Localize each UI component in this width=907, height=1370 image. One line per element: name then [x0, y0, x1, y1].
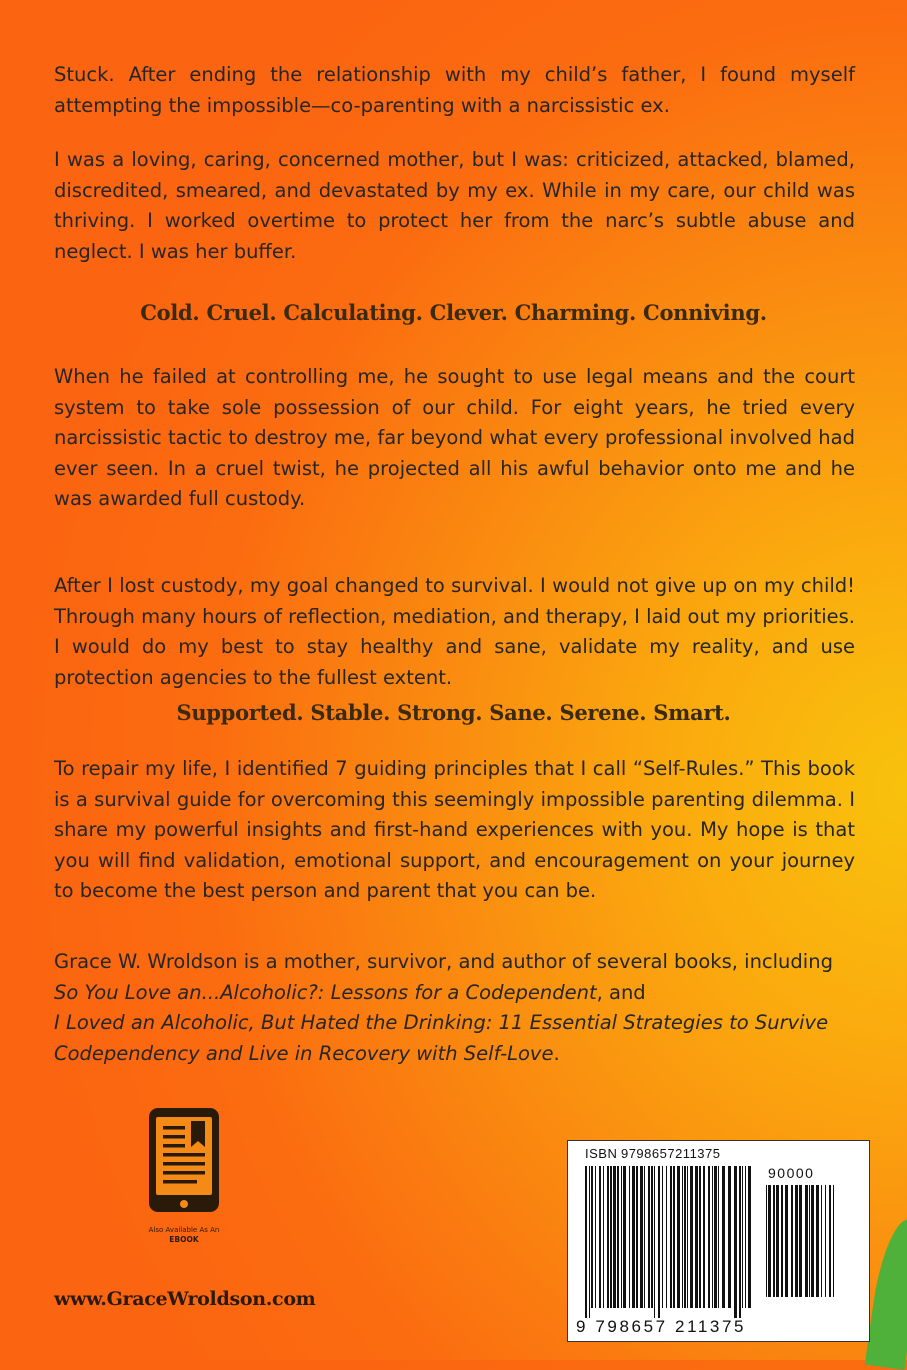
isbn-number: 9798657211375 — [620, 1146, 721, 1161]
barcode-bar — [687, 1166, 688, 1308]
barcode-bar — [748, 1166, 751, 1308]
barcode-bar — [833, 1185, 834, 1297]
ebook-badge — [143, 1107, 225, 1245]
website-url[interactable]: www.GraceWroldson.com — [54, 1288, 316, 1310]
ebook-caption-line2: EBOOK — [169, 1235, 199, 1244]
barcode-bar — [662, 1166, 663, 1308]
barcode-bar — [589, 1166, 590, 1318]
barcode-bar — [776, 1185, 779, 1297]
barcode-bar — [825, 1185, 826, 1297]
corner-leaf-decoration — [865, 1216, 907, 1370]
barcode-bar — [816, 1185, 819, 1297]
barcode-bar — [673, 1166, 675, 1308]
barcode-bar — [739, 1166, 741, 1318]
price-code: 90000 — [768, 1165, 815, 1181]
ebook-caption-line1: Also Available As An — [148, 1226, 220, 1234]
barcode-bar — [632, 1166, 635, 1308]
barcode-bar — [690, 1166, 693, 1308]
barcode-bar — [768, 1185, 771, 1297]
isbn-prefix: ISBN — [585, 1146, 618, 1161]
barcode-bar — [795, 1185, 798, 1297]
barcode-bar — [712, 1166, 713, 1308]
barcode-bar — [805, 1185, 808, 1297]
barcode-bar — [728, 1166, 731, 1308]
barcode-bar — [595, 1166, 596, 1308]
barcode-bar — [591, 1166, 593, 1308]
barcode-digits: 9 798657 211375 — [576, 1317, 747, 1336]
barcode-bar — [666, 1166, 667, 1308]
barcode-bar — [644, 1166, 645, 1308]
headline-supported-stable: Supported. Stable. Strong. Sane. Serene. Smart. — [176, 700, 731, 725]
isbn-label — [585, 1146, 721, 1161]
barcode-bar — [607, 1166, 609, 1308]
paragraph-mother: I was a loving, caring, concerned mother, but I was: criticized, attacked, blamed, discredited, smeared, and devastated by my ex. While in my care, our child was thriving. I worked overtime to protect her from the narc’s subtle abuse and neglect. I was her buffer. — [54, 148, 855, 263]
price-code-bars — [766, 1185, 834, 1307]
isbn-barcode — [567, 1140, 870, 1342]
barcode-bar — [621, 1166, 622, 1308]
barcode-bar — [648, 1166, 650, 1308]
barcode-bar — [670, 1166, 672, 1308]
barcode-bar — [629, 1166, 630, 1308]
barcode-bar — [799, 1185, 802, 1297]
barcode-bar — [682, 1166, 683, 1308]
author-bio — [54, 947, 874, 1069]
barcode-bar — [773, 1185, 775, 1297]
barcode-bar — [809, 1185, 810, 1297]
barcode-bar — [734, 1166, 737, 1318]
barcode-bar — [811, 1185, 814, 1297]
barcode-bar — [623, 1166, 626, 1308]
barcode-bar — [617, 1166, 619, 1308]
barcode-bar — [703, 1166, 705, 1308]
ebook-caption — [143, 1225, 225, 1245]
ebook-tablet-icon — [145, 1107, 223, 1215]
barcode-bar — [677, 1166, 680, 1308]
bio-book-1: So You Love an...Alcoholic?: Lessons for a Codependent — [54, 980, 597, 1004]
barcode-bar — [684, 1166, 686, 1308]
barcode-bar — [640, 1166, 643, 1308]
barcode-bar — [613, 1166, 616, 1308]
barcode-bar — [599, 1166, 601, 1308]
barcode-bar — [722, 1166, 725, 1308]
barcode-bar — [651, 1166, 653, 1308]
headline-cold-cruel: Cold. Cruel. Calculating. Clever. Charming. Conniving. — [140, 300, 767, 325]
paragraph-survival: After I lost custody, my goal changed to survival. I would not give up on my child! Through many hours of reflection, mediation, and therapy, I laid out my priorities. I would do my best to stay healthy and sane, validate my reality, and use protection agencies to the fullest extent. — [54, 574, 855, 689]
barcode-bar — [791, 1185, 793, 1297]
paragraph-custody: When he failed at controlling me, he sought to use legal means and the court system to take sole possession of our child. For eight years, he tried every narcissistic tactic to destroy me, far beyond what every professional involved had ever seen. In a cruel twist, he projected all his awful behavior onto me and he was awarded full custody. — [54, 365, 855, 510]
barcode-bar — [603, 1166, 604, 1308]
bio-book-2: I Loved an Alcoholic, But Hated the Drinking: 11 Essential Strategies to Survive Codependency and Live in Recovery with Self-Love — [54, 1011, 829, 1065]
barcode-bar — [714, 1166, 717, 1308]
barcode-bar — [766, 1185, 767, 1297]
bio-period: . — [553, 1041, 560, 1065]
barcode-bar — [708, 1166, 710, 1308]
barcode-bar — [610, 1166, 612, 1308]
barcode-bar — [699, 1166, 701, 1308]
barcode-bar — [636, 1166, 638, 1308]
barcode-bar — [829, 1185, 831, 1297]
barcode-bar — [821, 1185, 822, 1297]
paragraph-intro: Stuck. After ending the relationship with my child’s father, I found myself attempting the impossible—co-parenting with a narcissistic ex. — [54, 63, 855, 117]
barcode-bar — [658, 1166, 660, 1318]
barcode-bar — [745, 1166, 746, 1308]
barcode-bar — [742, 1166, 743, 1308]
barcode-bar — [781, 1185, 783, 1297]
barcode-bars — [585, 1166, 753, 1318]
barcode-bar — [785, 1185, 788, 1297]
barcode-bar — [585, 1166, 587, 1318]
barcode-bar — [695, 1166, 698, 1308]
bio-and: , and — [596, 980, 646, 1004]
barcode-bar — [718, 1166, 719, 1308]
barcode-bar — [654, 1166, 655, 1318]
paragraph-self-rules: To repair my life, I identified 7 guiding principles that I call “Self-Rules.” This book is a survival guide for overcoming this seemingly impossible parenting dilemma. I share my powerful insights and first-hand experiences with you. My hope is that you will find validation, emotional support, and encouragement on your journey to become the best person and parent that you can be. — [54, 757, 855, 902]
bio-intro: Grace W. Wroldson is a mother, survivor, and author of several books, including — [54, 950, 833, 973]
